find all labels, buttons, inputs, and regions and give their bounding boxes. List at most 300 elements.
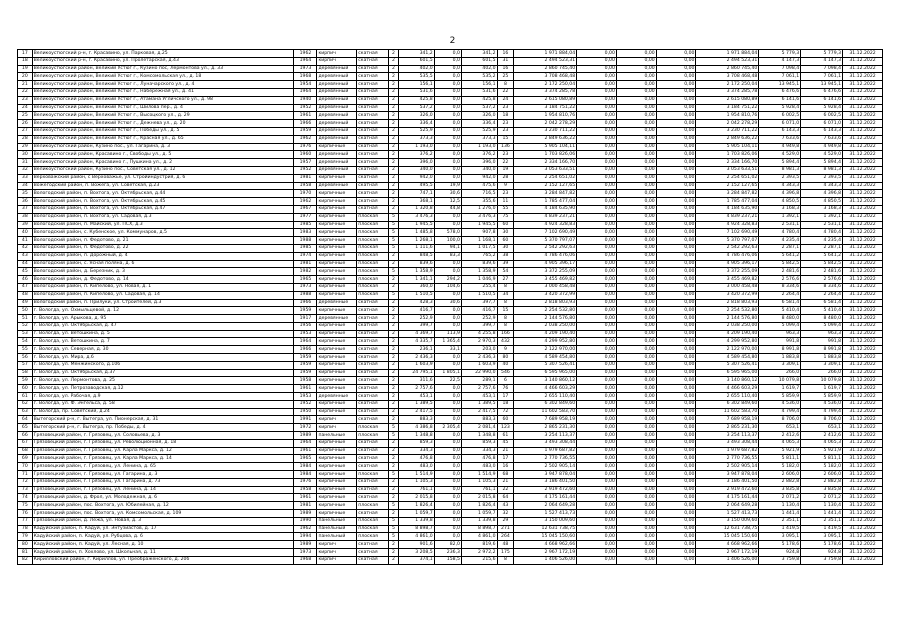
total-area-cell: 1 341,1 [399,276,435,284]
year-cell: 1984 [294,463,317,471]
rate-2-cell: 3 168,3 [801,205,843,213]
budget-3-cell: 0,00 [656,408,696,416]
address-cell: г. Вологда, ул. Охмыльцевой, д. 12 [32,307,294,315]
cost-cell: 2 152 127,65 [514,182,577,190]
rate-2-cell: 5 894,4 [801,159,843,167]
total-area-cell: 336,4 [399,120,435,128]
total-area-cell: 1 320,8 [399,205,435,213]
cost-cell: 2 865 231,30 [514,424,577,432]
table-row [18,96,883,104]
residential-area-cell: 252,9 [461,315,497,323]
date-cell: 31.12.2022 [843,502,883,510]
year-cell: 1981 [294,502,317,510]
table-row [18,525,883,533]
rate-2-cell: 6 141,6 [801,96,843,104]
rate-1-cell: 2 882,8 [759,478,801,486]
total-area-cell: 156,1 [399,81,435,89]
address-cell: Грязовецкий район, пос. Вохтога, ул. Комсомольская, д. 109 [32,510,294,518]
count-cell: 25 [497,73,514,81]
rate-2-cell: 4 065,3 [801,439,843,447]
address-cell: Грязовецкий район, г. Грязовец, ул. Карла Маркса, д. 14 [32,455,294,463]
address-cell: г. Вологда, ул. Рабочая, д.9 [32,393,294,401]
table-row [18,151,883,159]
table-row [18,244,883,252]
rate-1-cell: 963,3 [759,330,801,338]
residential-area-cell: 942,0 [461,174,497,182]
budget-2-cell: 0,00 [616,533,656,541]
rate-2-cell: 3 759,8 [801,556,843,564]
roof-type-cell: скатная [357,135,388,143]
floors-cell: 2 [388,73,398,81]
year-cell: 1962 [294,50,317,58]
year-cell: 1983 [294,229,317,237]
total-cell: 2 849 636,22 [696,135,759,143]
cost-cell: 4 839 237,21 [514,213,577,221]
budget-2-cell: 0,00 [616,322,656,330]
budget-2-cell: 0,00 [616,400,656,408]
residential-area-cell: 373,3 [461,135,497,143]
address-cell: Грязовецкий район, г. Грязовец, ул. Ленина, д. 14 [32,486,294,494]
rate-2-cell: 8 480,0 [801,315,843,323]
count-cell: 6 [497,377,514,385]
nonresidential-area-cell: 0,0 [434,400,461,408]
rate-2-cell: 2 576,6 [801,276,843,284]
roof-type-cell: плоская [357,260,388,268]
total-area-cell: 402,0 [399,65,435,73]
total-cell: 2 770 736,55 [696,455,759,463]
cost-cell: 11 602 583,70 [514,408,577,416]
cost-cell: 3 184 751,22 [514,104,577,112]
budget-3-cell: 0,00 [656,549,696,557]
budget-3-cell: 0,00 [656,198,696,206]
total-cell: 6 302 849,60 [696,400,759,408]
count-cell: 27 [497,276,514,284]
date-cell: 31.12.2022 [843,244,883,252]
nonresidential-area-cell: 22,5 [434,377,461,385]
nonresidential-area-cell: 0,0 [434,213,461,221]
roof-type-cell: скатная [357,65,388,73]
total-area-cell: 311,6 [399,377,435,385]
rate-1-cell: 3 309,1 [759,361,801,369]
budget-1-cell: 0,00 [577,96,617,104]
address-cell: г. Вологда, пр. Советский, д.24 [32,408,294,416]
residential-area-cell: 416,7 [461,307,497,315]
address-cell: Грязовецкий район, г. Грязовец, ул. Ленина, д. 65 [32,463,294,471]
table-row [18,276,883,284]
roof-type-cell: скатная [357,385,388,393]
budget-2-cell: 0,00 [616,315,656,323]
nonresidential-area-cell: 0,0 [434,525,461,533]
address-cell: Вологодский район, п. Федотово, д. 21 [32,237,294,245]
total-area-cell: 416,7 [399,307,435,315]
total-area-cell: 839,6 [399,260,435,268]
floors-cell: 5 [388,221,398,229]
row-number: 73 [18,486,33,494]
roof-type-cell: плоская [357,424,388,432]
table-row [18,400,883,408]
table-row [18,81,883,89]
roof-type-cell: скатная [357,338,388,346]
floors-cell: 2 [388,455,398,463]
budget-1-cell: 0,00 [577,112,617,120]
nonresidential-area-cell: 44,8 [434,205,461,213]
rate-1-cell: 5 410,4 [759,307,801,315]
cost-cell: 3 420 372,99 [514,291,577,299]
table-row [18,502,883,510]
budget-1-cell: 0,00 [577,377,617,385]
budget-1-cell: 0,00 [577,315,617,323]
rate-2-cell: 5 928,4 [801,104,843,112]
row-number: 33 [18,174,33,182]
wall-material-cell: кирпичные [317,478,357,486]
rate-2-cell: 2 393,5 [801,174,843,182]
count-cell: 29 [497,517,514,525]
total-cell: 3 374 285,78 [696,88,759,96]
floors-cell: 2 [388,330,398,338]
budget-1-cell: 0,00 [577,432,617,440]
wall-material-cell: деревянный [317,166,357,174]
count-cell: 175 [497,549,514,557]
total-cell: 3 184 751,22 [696,104,759,112]
row-number: 70 [18,463,33,471]
year-cell: 1964 [294,57,317,65]
budget-3-cell: 0,00 [656,276,696,284]
cost-cell: 1 703 826,06 [514,151,577,159]
budget-1-cell: 0,00 [577,104,617,112]
year-cell: 1954 [294,81,317,89]
budget-1-cell: 0,00 [577,510,617,518]
floors-cell: 2 [388,549,398,557]
rate-1-cell: 7 098,4 [759,65,801,73]
date-cell: 31.12.2022 [843,354,883,362]
total-cell: 1 703 826,06 [696,151,759,159]
nonresidential-area-cell: 0,0 [434,502,461,510]
roof-type-cell: скатная [357,159,388,167]
residential-area-cell: 476,8 [461,455,497,463]
rate-1-cell: 6 143,3 [759,127,801,135]
nonresidential-area-cell: 0,0 [434,159,461,167]
address-cell: Великоустюгский район, Великий Устюг г., Набережная ул., д. 41 [32,88,294,96]
date-cell: 31.12.2022 [843,377,883,385]
rate-2-cell: 924,8 [801,549,843,557]
date-cell: 31.12.2022 [843,432,883,440]
floors-cell: 2 [388,88,398,96]
total-area-cell: 1 268,1 [399,237,435,245]
date-cell: 31.12.2022 [843,174,883,182]
total-cell: 7 102 690,49 [696,229,759,237]
address-cell: Кирилловский район, г. Кириллов, ул. Преображенского, д. 20б [32,556,294,564]
roof-type-cell: плоская [357,276,388,284]
rate-1-cell: 5 811,1 [759,455,801,463]
year-cell: 1991 [294,416,317,424]
nonresidential-area-cell: 0,0 [434,88,461,96]
table-row [18,338,883,346]
address-cell: г. Вологда, ул. Мира, д.6 [32,354,294,362]
budget-1-cell: 0,00 [577,143,617,151]
date-cell: 31.12.2022 [843,120,883,128]
rate-2-cell: 2 287,1 [801,244,843,252]
rate-2-cell: 8 334,6 [801,283,843,291]
budget-2-cell: 0,00 [616,104,656,112]
cost-cell: 4 786 476,06 [514,252,577,260]
budget-1-cell: 0,00 [577,127,617,135]
count-cell: 48 [497,541,514,549]
address-cell: Великоустюгский р-н, г. Красавино, ул. Парковая, д.25 [32,50,294,58]
rate-1-cell: 2 531,1 [759,221,801,229]
cost-cell: 3 053 633,51 [514,166,577,174]
budget-2-cell: 0,00 [616,190,656,198]
table-row [18,88,883,96]
budget-3-cell: 0,00 [656,338,696,346]
count-cell: 30 [497,244,514,252]
wall-material-cell: кирпич [317,556,357,564]
budget-3-cell: 0,00 [656,151,696,159]
roof-type-cell: скатная [357,416,388,424]
nonresidential-area-cell: 19,9 [434,182,461,190]
date-cell: 31.12.2022 [843,260,883,268]
wall-material-cell: кирпичные [317,463,357,471]
budget-3-cell: 0,00 [656,143,696,151]
rate-1-cell: 991,8 [759,338,801,346]
cost-cell: 2 502 905,14 [514,463,577,471]
year-cell: 1962 [294,525,317,533]
year-cell: 1989 [294,432,317,440]
count-cell: 60 [497,221,514,229]
budget-3-cell: 0,00 [656,291,696,299]
row-number: 17 [18,50,33,58]
roof-type-cell: скатная [357,369,388,377]
date-cell: 31.12.2022 [843,182,883,190]
date-cell: 31.12.2022 [843,424,883,432]
row-number: 26 [18,120,33,128]
count-cell: 38 [497,252,514,260]
count-cell: 8 [497,299,514,307]
budget-1-cell: 0,00 [577,120,617,128]
row-number: 66 [18,432,33,440]
nonresidential-area-cell: 0,0 [434,322,461,330]
rate-2-cell: 7 633,6 [801,135,843,143]
nonresidential-area-cell: 0,0 [434,143,461,151]
floors-cell: 5 [388,525,398,533]
budget-2-cell: 0,00 [616,346,656,354]
total-cell: 5 905 104,11 [696,143,759,151]
total-cell: 4 466 603,29 [696,385,759,393]
year-cell: 1968 [294,556,317,564]
roof-type-cell: скатная [357,190,388,198]
cost-cell: 3 140 860,12 [514,377,577,385]
budget-3-cell: 0,00 [656,486,696,494]
date-cell: 31.12.2022 [843,315,883,323]
row-number: 61 [18,393,33,401]
address-cell: г. Вологда, ул. Северная, д. 30 [32,346,294,354]
budget-2-cell: 0,00 [616,244,656,252]
date-cell: 31.12.2022 [843,252,883,260]
budget-3-cell: 0,00 [656,471,696,479]
floors-cell: 2 [388,50,398,58]
residential-area-cell: 341,2 [461,50,497,58]
year-cell: 1990 [294,517,317,525]
count-cell: 21 [497,447,514,455]
roof-type-cell: скатная [357,166,388,174]
wall-material-cell: кирпичные [317,338,357,346]
date-cell: 31.12.2022 [843,346,883,354]
total-cell: 5 307 526,41 [696,361,759,369]
floors-cell: 2 [388,252,398,260]
table-row [18,486,883,494]
address-cell: Великоустюгский район, Великий Устюг г., Луначарского ул., д. 4 [32,81,294,89]
nonresidential-area-cell: 0,0 [434,416,461,424]
rate-1-cell: 3 759,8 [759,556,801,564]
total-area-cell: 376,2 [399,151,435,159]
rate-2-cell: 2 351,1 [801,517,843,525]
roof-type-cell: скатная [357,361,388,369]
date-cell: 31.12.2022 [843,556,883,564]
total-area-cell: 1 111,6 [399,244,435,252]
roof-type-cell: скатная [357,346,388,354]
residential-area-cell: 4 255,8 [461,330,497,338]
table-row [18,221,883,229]
residential-area-cell: 397,7 [461,299,497,307]
budget-2-cell: 0,00 [616,229,656,237]
floors-cell: 2 [388,112,398,120]
roof-type-cell: скатная [357,112,388,120]
total-area-cell: 2 417,5 [399,408,435,416]
total-area-cell: 531,6 [399,88,435,96]
budget-3-cell: 0,00 [656,517,696,525]
budget-1-cell: 0,00 [577,182,617,190]
count-cell: 23 [497,120,514,128]
housing-register-table [17,49,883,565]
nonresidential-area-cell: 12,5 [434,198,461,206]
cost-cell: 2 494 523,31 [514,57,577,65]
table-row [18,478,883,486]
count-cell: 61 [497,432,514,440]
nonresidential-area-cell: 30,6 [434,190,461,198]
residential-area-cell: 1 826,4 [461,502,497,510]
budget-1-cell: 0,00 [577,502,617,510]
count-cell: 546 [497,369,514,377]
count-cell: 75 [497,213,514,221]
year-cell: 1959 [294,369,317,377]
address-cell: г. Вологда, ул. Ветошкина, д. 7 [32,338,294,346]
cost-cell: 2 919 472,60 [514,486,577,494]
wall-material-cell: деревянный [317,159,357,167]
roof-type-cell: скатная [357,299,388,307]
budget-1-cell: 0,00 [577,424,617,432]
budget-2-cell: 0,00 [616,174,656,182]
nonresidential-area-cell: 0,0 [434,73,461,81]
cost-cell: 2 849 636,22 [514,135,577,143]
budget-1-cell: 0,00 [577,439,617,447]
budget-3-cell: 0,00 [656,127,696,135]
rate-2-cell: 4 780,4 [801,229,843,237]
year-cell: 1988 [294,291,317,299]
floors-cell: 2 [388,276,398,284]
address-cell: Грязовецкий район, пос. Вохтога, ул. Юбилейная, д. 12 [32,502,294,510]
row-number: 25 [18,112,33,120]
wall-material-cell: кирпичные [317,346,357,354]
rate-2-cell: 2 481,6 [801,268,843,276]
residential-area-cell: 2 417,5 [461,408,497,416]
rate-2-cell: 4 396,8 [801,190,843,198]
count-cell: 18 [497,112,514,120]
total-area-cell: 1 826,4 [399,502,435,510]
cost-cell: 2 254 651,02 [514,174,577,182]
count-cell: 60 [497,416,514,424]
roof-type-cell: скатная [357,143,388,151]
floors-cell: 2 [388,151,398,159]
total-area-cell: 1 945,5 [399,221,435,229]
budget-3-cell: 0,00 [656,447,696,455]
year-cell: 1957 [294,159,317,167]
rate-1-cell: 6 141,6 [759,96,801,104]
row-number: 47 [18,283,33,291]
table-row [18,463,883,471]
budget-3-cell: 0,00 [656,455,696,463]
rate-1-cell: 2 071,2 [759,494,801,502]
row-number: 35 [18,190,33,198]
budget-1-cell: 0,00 [577,393,617,401]
date-cell: 31.12.2022 [843,159,883,167]
wall-material-cell: деревянные [317,182,357,190]
wall-material-cell: деревянный [317,127,357,135]
total-area-cell: 4 369,7 [399,330,435,338]
roof-type-cell: скатная [357,104,388,112]
address-cell: Великоустюгский район, Кузино пос., ул. Гагарина, д. 3 [32,143,294,151]
table-row [18,127,883,135]
residential-area-cell: 2 757,6 [461,385,497,393]
total-area-cell: 883,3 [399,416,435,424]
rate-1-cell: 2 351,1 [759,517,801,525]
date-cell: 31.12.2022 [843,104,883,112]
address-cell: Кадуйский район, п. Кадуй, ул. Рубцова, д. 6 [32,533,294,541]
wall-material-cell: кирпичные [317,213,357,221]
budget-1-cell: 0,00 [577,151,617,159]
date-cell: 31.12.2022 [843,229,883,237]
nonresidential-area-cell: 33,1 [434,346,461,354]
table-body [18,50,883,565]
total-cell: 2 865 231,30 [696,424,759,432]
date-cell: 31.12.2022 [843,385,883,393]
budget-3-cell: 0,00 [656,385,696,393]
floors-cell: 2 [388,416,398,424]
total-cell: 3 254 113,37 [696,432,759,440]
budget-3-cell: 0,00 [656,50,696,58]
total-cell: 4 175 161,44 [696,494,759,502]
budget-1-cell: 0,00 [577,525,617,533]
wall-material-cell: кирпичные [317,291,357,299]
budget-3-cell: 0,00 [656,533,696,541]
row-number: 82 [18,556,33,564]
total-area-cell: 3 208,5 [399,549,435,557]
budget-3-cell: 0,00 [656,166,696,174]
budget-2-cell: 0,00 [616,252,656,260]
address-cell: Вологодский район, д. Березник, д. 3 [32,268,294,276]
budget-2-cell: 0,00 [616,486,656,494]
rate-1-cell: 8 981,3 [759,166,801,174]
total-area-cell: 2 436,3 [399,354,435,362]
budget-2-cell: 0,00 [616,221,656,229]
nonresidential-area-cell: 0,0 [434,96,461,104]
residential-area-cell: 22 990,0 [461,369,497,377]
budget-3-cell: 0,00 [656,510,696,518]
budget-1-cell: 0,00 [577,322,617,330]
date-cell: 31.12.2022 [843,205,883,213]
cost-cell: 3 186 401,50 [514,478,577,486]
total-area-cell: 4 861,0 [399,533,435,541]
rate-1-cell: 7 633,6 [759,135,801,143]
count-cell: 80 [497,354,514,362]
